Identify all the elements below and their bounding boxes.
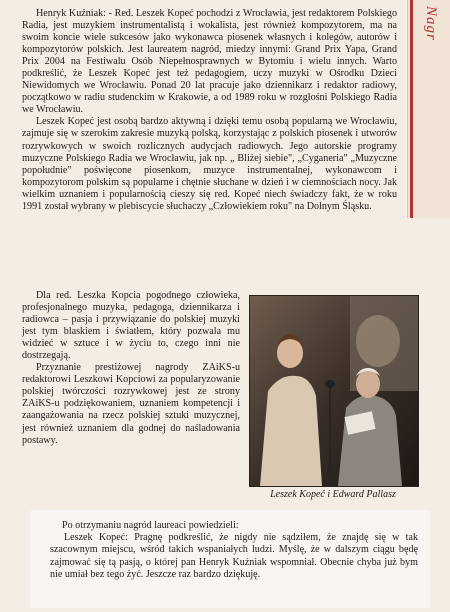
- quote-intro: Po otrzymaniu nagród laureaci powiedzieli:: [62, 520, 239, 531]
- photo-caption: Leszek Kopeć i Edward Pallasz: [270, 489, 396, 500]
- article-paragraph-1: Henryk Kuźniak: - Red. Leszek Kopeć pochodzi z Wrocławia, jest redaktorem Polskiego Radia, jest muzykiem instrumentalistą i wokalista, jest również kompozytorem, ma na swoim koncie wiele sukcesów jako wykonawca piosenek własnych i kolegów, autorów i kompozytorów polskich. Jest laureatem nagród, miedzy innymi: Grand Prix Yapa, Grand Prix 2004 na Festiwalu Osób Niepełnosprawnych w Bytomiu i wielu innych. Warto podkreślić, że Leszek Kopeć jest też pedagogiem, uczy muzyki w Ośrodku Dzieci Niewidomych we Wrocławiu. Ponad 20 lat pracuje jako dziennikarz i redaktor radiowy, początkowo w radiu studenckim w Krakowie, a od 1989 roku w rozgłośni Polskiego Radia we Wrocławiu.: [22, 8, 397, 116]
- section-side-tab: [407, 0, 450, 218]
- quote-box-text: [50, 520, 418, 581]
- article-paragraph-2: Leszek Kopeć jest osobą bardzo aktywną i dzięki temu osobą popularną we Wrocławiu, zajmuje się w szerokim zakresie muzyką polską, korzystając z polskich piosenek i utworów rozrywkowych w swoich rozlicznych audycjach radiowych. Jego autorskie programy muzyczne Polskiego Radia we Wrocławiu, jak np. „ Bliżej siebie", „Cyganeria" „Muzyczne popołudnie" poświęcone piosenkom, muzyce instrumentalnej, wykonawcom i kompozytorom polskim są popularne i chętnie słuchane w dzień i w ciemnościach nocy. Jak wielkim uznaniem i popularnością cieszy się red. Kopeć niech świadczy fakt, że w roku 1991 został wybrany w plebiscycie słuchaczy „Człowiekiem roku" na Dolnym Śląsku.: [22, 116, 397, 212]
- article-paragraph-4: Przyznanie prestiżowej nagrody ZAiKS-u redaktorowi Leszkowi Kopciowi za popularyzowanie polskiej twórczości rozrywkowej jest ze strony ZAiKS-u podziękowaniem, uznaniem kompetencji i zaangażowania na rzecz polskiej sztuki muzycznej, jest również uznaniem dla godnej do naśladowania postawy.: [22, 362, 240, 446]
- award-photo: [249, 295, 419, 487]
- side-tab-red-rule: [410, 0, 413, 218]
- article-main-column: [22, 8, 397, 213]
- award-photo-image: [250, 296, 418, 486]
- side-tab-label: Nagr: [423, 6, 439, 41]
- article-paragraph-3: Dla red. Leszka Kopcia pogodnego człowieka, profesjonalnego muzyka, pedagoga, dziennikarza i radiowca – pasja i przywiązanie do polskiej muzyki jest tym blaskiem i światłem, który pozwala mu widzieć w sztuce i w życiu to, czego inni nie dostrzegają.: [22, 290, 240, 362]
- article-left-column: [22, 290, 240, 447]
- quote-body: Leszek Kopeć: Pragnę podkreślić, że nigdy nie sądziłem, że znajdę się w tak szacownym miejscu, wśród takich wspaniałych ludzi. Myślę, że w dalszym ciągu będę zajmować się tą pasją, o której pan Henryk Kuźniak wspomniał. Obecnie chyba już bym nie umiał bez tego żyć. Jeszcze raz bardzo dziękuję.: [50, 532, 418, 580]
